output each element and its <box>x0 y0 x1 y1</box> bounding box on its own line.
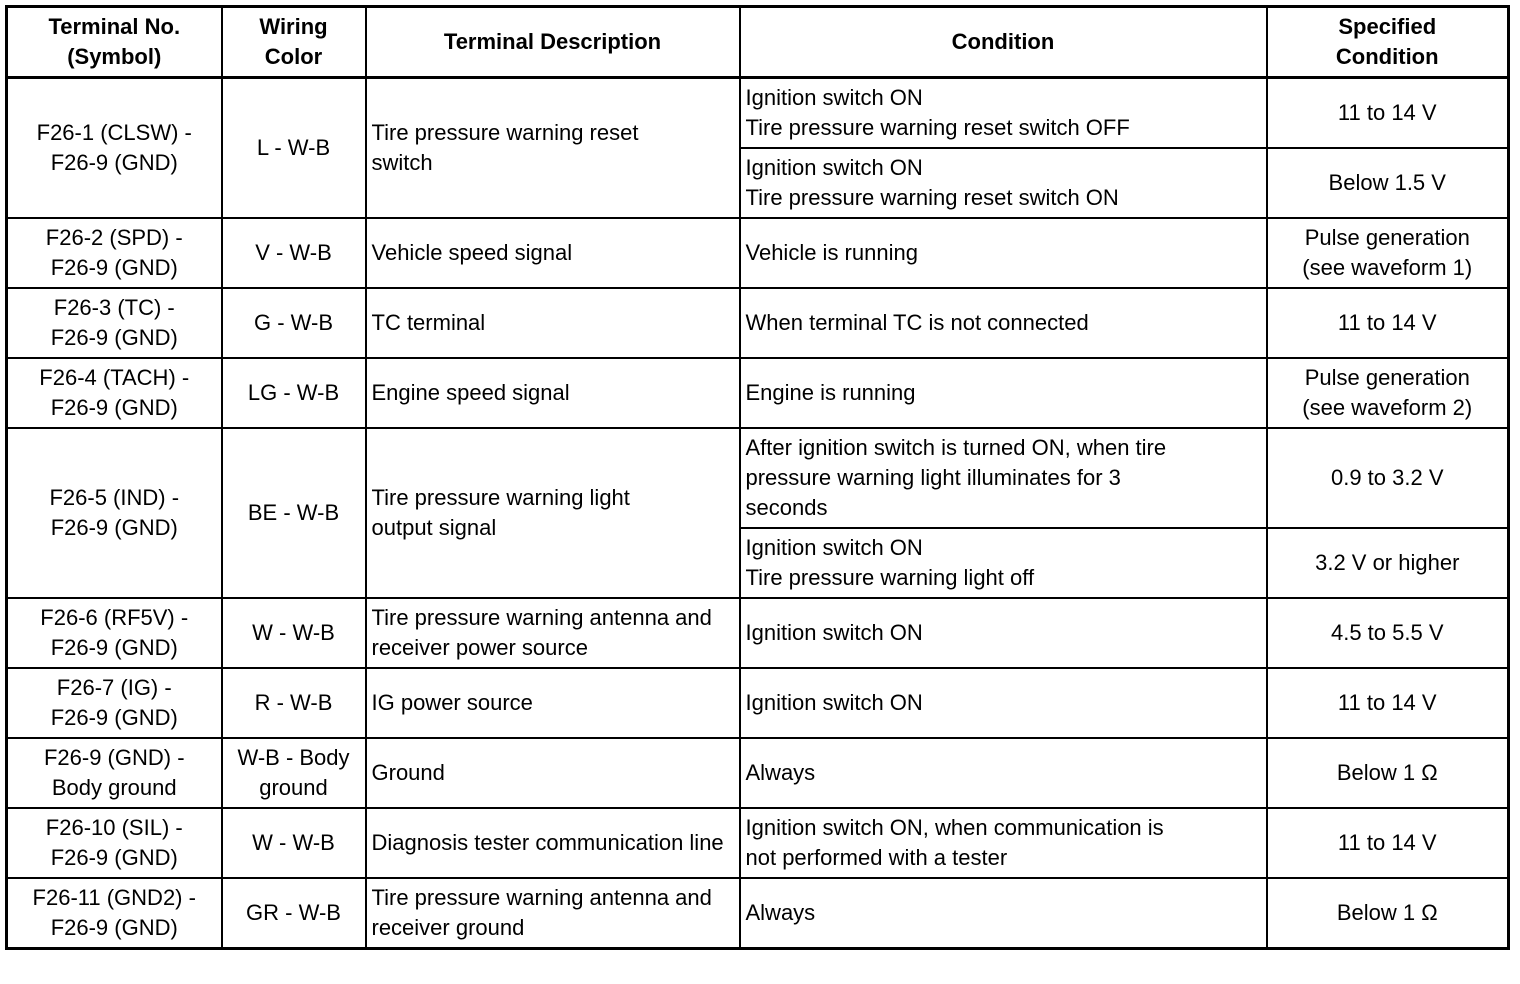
spec-cell: 4.5 to 5.5 V <box>1267 598 1509 668</box>
wiring-cell: GR - W-B <box>222 878 366 949</box>
terminal-cell: F26-10 (SIL) - F26-9 (GND) <box>7 808 222 878</box>
header-row <box>7 7 1509 78</box>
terminal-cell: F26-7 (IG) - F26-9 (GND) <box>7 668 222 738</box>
spec-cell: Below 1.5 V <box>1267 148 1509 218</box>
terminal-cell: F26-1 (CLSW) - F26-9 (GND) <box>7 78 222 219</box>
description-cell: Vehicle speed signal <box>366 218 740 288</box>
spec-cell: 11 to 14 V <box>1267 668 1509 738</box>
wiring-cell: W-B - Body ground <box>222 738 366 808</box>
spec-cell: Pulse generation (see waveform 1) <box>1267 218 1509 288</box>
description-cell: Ground <box>366 738 740 808</box>
description-cell: Tire pressure warning light output signal <box>366 428 740 598</box>
terminal-cell: F26-11 (GND2) - F26-9 (GND) <box>7 878 222 949</box>
table-row <box>7 428 1509 528</box>
wiring-cell: G - W-B <box>222 288 366 358</box>
spec-cell: 0.9 to 3.2 V <box>1267 428 1509 528</box>
condition-cell: Ignition switch ON Tire pressure warning reset switch OFF <box>740 78 1267 149</box>
spec-cell: 11 to 14 V <box>1267 78 1509 149</box>
description-cell: Engine speed signal <box>366 358 740 428</box>
header-wiring-color: Wiring Color <box>222 7 366 78</box>
terminal-cell: F26-3 (TC) - F26-9 (GND) <box>7 288 222 358</box>
header-condition: Condition <box>740 7 1267 78</box>
description-cell: Tire pressure warning antenna and receiver ground <box>366 878 740 949</box>
description-cell: Tire pressure warning reset switch <box>366 78 740 219</box>
spec-cell: Below 1 Ω <box>1267 878 1509 949</box>
spec-cell: Pulse generation (see waveform 2) <box>1267 358 1509 428</box>
wiring-cell: V - W-B <box>222 218 366 288</box>
condition-cell: Ignition switch ON Tire pressure warning light off <box>740 528 1267 598</box>
terminal-cell: F26-9 (GND) - Body ground <box>7 738 222 808</box>
wiring-cell: L - W-B <box>222 78 366 219</box>
description-cell: TC terminal <box>366 288 740 358</box>
table-row <box>7 218 1509 288</box>
spec-cell: Below 1 Ω <box>1267 738 1509 808</box>
terminal-cell: F26-6 (RF5V) - F26-9 (GND) <box>7 598 222 668</box>
terminal-cell: F26-5 (IND) - F26-9 (GND) <box>7 428 222 598</box>
table-row <box>7 598 1509 668</box>
condition-cell: Ignition switch ON <box>740 598 1267 668</box>
table-row <box>7 288 1509 358</box>
wiring-cell: W - W-B <box>222 808 366 878</box>
header-terminal-description: Terminal Description <box>366 7 740 78</box>
wiring-cell: LG - W-B <box>222 358 366 428</box>
header-specified-condition: Specified Condition <box>1267 7 1509 78</box>
terminal-cell: F26-2 (SPD) - F26-9 (GND) <box>7 218 222 288</box>
header-terminal: Terminal No. (Symbol) <box>7 7 222 78</box>
table-row <box>7 668 1509 738</box>
spec-cell: 11 to 14 V <box>1267 288 1509 358</box>
table-row <box>7 808 1509 878</box>
condition-cell: Ignition switch ON <box>740 668 1267 738</box>
description-cell: IG power source <box>366 668 740 738</box>
condition-cell: Engine is running <box>740 358 1267 428</box>
spec-cell: 11 to 14 V <box>1267 808 1509 878</box>
wiring-cell: R - W-B <box>222 668 366 738</box>
table-row <box>7 78 1509 149</box>
condition-cell: Ignition switch ON Tire pressure warning reset switch ON <box>740 148 1267 218</box>
terminal-cell: F26-4 (TACH) - F26-9 (GND) <box>7 358 222 428</box>
condition-cell: Ignition switch ON, when communication is not performed with a tester <box>740 808 1267 878</box>
condition-cell: After ignition switch is turned ON, when tire pressure warning light illuminates for 3 seconds <box>740 428 1267 528</box>
condition-cell: Vehicle is running <box>740 218 1267 288</box>
condition-cell: Always <box>740 878 1267 949</box>
condition-cell: Always <box>740 738 1267 808</box>
table-row <box>7 878 1509 949</box>
wiring-cell: W - W-B <box>222 598 366 668</box>
description-cell: Diagnosis tester communication line <box>366 808 740 878</box>
wiring-cell: BE - W-B <box>222 428 366 598</box>
terminal-spec-table <box>5 5 1510 950</box>
condition-cell: When terminal TC is not connected <box>740 288 1267 358</box>
description-cell: Tire pressure warning antenna and receiver power source <box>366 598 740 668</box>
spec-cell: 3.2 V or higher <box>1267 528 1509 598</box>
table-row <box>7 358 1509 428</box>
table-row <box>7 738 1509 808</box>
